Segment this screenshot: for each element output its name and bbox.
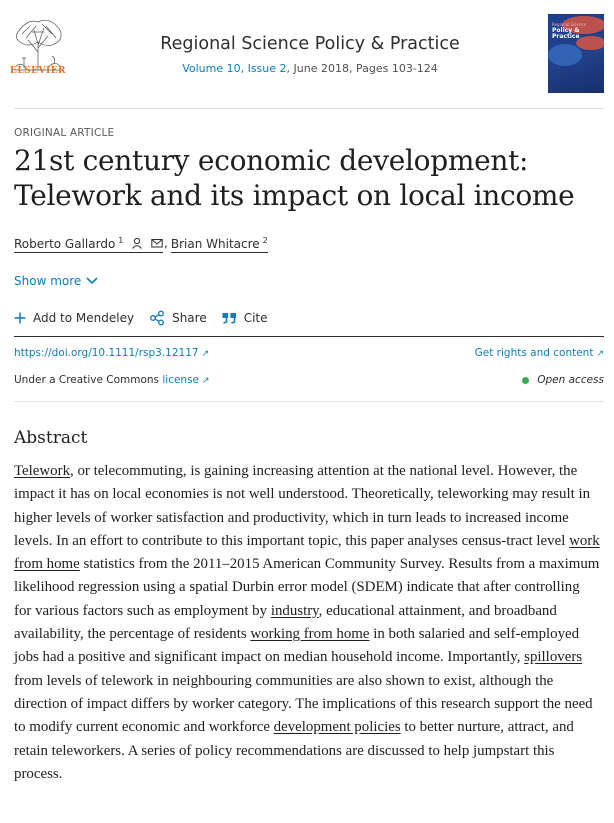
rights-link[interactable] — [475, 347, 604, 359]
plus-icon — [14, 312, 26, 324]
issue-details: June 2018, Pages 103-124 — [290, 62, 438, 75]
keyword-link[interactable]: development policies — [273, 719, 401, 736]
cover-title-line1: Policy — [552, 27, 573, 34]
journal-cover-image[interactable] — [548, 14, 604, 93]
article-title — [14, 143, 594, 213]
cover-title-line2: Practice — [552, 33, 580, 40]
external-arrow-icon: ↗ — [201, 349, 210, 359]
quote-icon — [222, 312, 237, 324]
abstract-heading: Abstract — [14, 428, 88, 448]
open-access-badge — [522, 374, 604, 386]
author-link[interactable] — [171, 236, 268, 253]
actions-divider — [14, 336, 604, 337]
keyword-link[interactable]: spillovers — [524, 649, 583, 666]
journal-header — [0, 0, 614, 108]
chevron-down-icon — [86, 277, 98, 285]
article-actions — [14, 310, 283, 326]
cover-ampersand: & — [574, 27, 580, 34]
journal-title[interactable]: Regional Science Policy & Practice — [160, 34, 460, 54]
author-affiliation-ref: 1 — [118, 236, 124, 245]
external-arrow-icon: ↗ — [596, 349, 604, 359]
cite-label: Cite — [243, 311, 268, 325]
author-list — [14, 236, 268, 253]
envelope-icon — [151, 237, 163, 249]
author-name: Roberto Gallardo — [14, 237, 116, 251]
keyword-link[interactable]: work from home — [14, 532, 600, 573]
license-note — [14, 374, 210, 386]
publisher-name: ELSEVIER — [9, 66, 67, 76]
abstract-text: in both salaried and self-employed jobs had a positive and significant impact on median household income. Importantly, — [14, 626, 580, 666]
external-arrow-icon: ↗ — [202, 376, 210, 386]
abstract-text: , educational attainment, and broadband availability, the percentage of residents — [14, 602, 557, 643]
issue-link[interactable]: Volume 10, Issue 2, — [182, 62, 291, 75]
doi-text: https://doi.org/10.1111/rsp3.12117 — [14, 347, 199, 359]
author-link[interactable] — [14, 236, 163, 253]
meta-divider — [14, 401, 604, 402]
show-more-label: Show more — [14, 274, 82, 288]
abstract-text: , or telecommuting, is gaining increasing attention at the national level. However, the impact it has on local economies is not well understood. Theoretically, teleworking may result in higher levels of worker satisfaction and productivity, which in turn leads to increased income levels. In an effort to contribute to this important topic, this paper analyses census-tract level — [14, 463, 591, 549]
journal-issue — [85, 62, 535, 75]
doi-link[interactable] — [14, 347, 209, 359]
share-icon — [149, 310, 165, 326]
show-more-button[interactable] — [14, 274, 98, 288]
article-title-line2: Telework and its impact on local income — [14, 179, 575, 212]
keyword-link[interactable]: industry — [270, 602, 319, 619]
cover-title — [552, 28, 580, 40]
add-to-mendeley-button[interactable] — [14, 311, 134, 325]
cite-button[interactable] — [222, 311, 268, 325]
abstract-body — [14, 460, 600, 786]
author-separator: , — [164, 236, 168, 250]
keyword-link[interactable]: Telework — [14, 463, 71, 479]
keyword-link[interactable]: working from home — [250, 626, 370, 643]
abstract-text: statistics from the 2011–2015 American Community Survey. Results from a maximum likelihood regression using a spatial Durbin error model (SDEM) indicate that after controlling for various factors such as employment by — [14, 556, 600, 619]
cover-subtitle: Regional Science — [552, 22, 587, 27]
add-to-mendeley-label: Add to Mendeley — [33, 311, 135, 325]
rights-text: Get rights and content — [474, 347, 594, 359]
license-prefix: Under a Creative Commons — [14, 374, 163, 386]
person-icon — [131, 237, 143, 249]
license-link-text: license — [162, 374, 200, 386]
header-divider — [14, 108, 604, 109]
license-link[interactable] — [162, 374, 209, 386]
open-access-label: Open access — [537, 374, 604, 386]
share-label: Share — [172, 311, 207, 325]
abstract-text: from levels of telework in neighbouring communities are also shown to exist, although the direction of impact differs by worker category. The implications of this research support the need to modify current economic and workforce — [14, 672, 593, 736]
article-type: ORIGINAL ARTICLE — [14, 127, 115, 139]
open-access-dot-icon — [522, 377, 529, 384]
author-affiliation-ref: 2 — [262, 236, 268, 245]
author-name: Brian Whitacre — [170, 237, 260, 251]
article-title-line1: 21st century economic development: — [14, 144, 529, 177]
share-button[interactable] — [149, 310, 207, 326]
abstract-text: to better nurture, attract, and retain teleworkers. A series of policy recommendations are discussed to help jumpstart this process. — [14, 719, 574, 782]
